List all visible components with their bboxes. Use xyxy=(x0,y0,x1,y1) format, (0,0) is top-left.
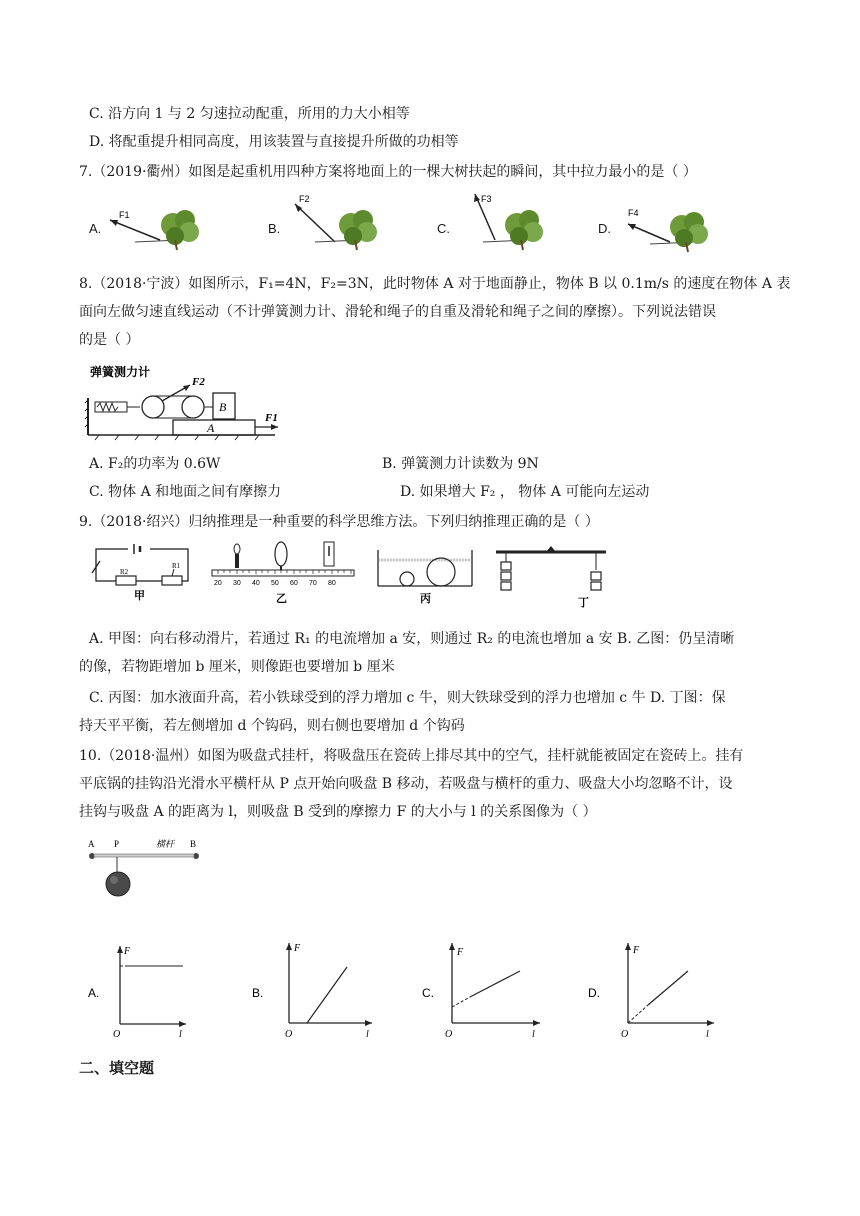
svg-text:O: O xyxy=(621,1029,629,1040)
tree-icon xyxy=(339,210,377,250)
q10-graph-c-label: C. xyxy=(422,986,434,1000)
q8-stem-line2: 面向左做匀速直线运动（不计弹簧测力计、滑轮和绳子的自重及滑轮和绳子之间的摩擦）。下列说法错误 xyxy=(79,304,716,320)
svg-text:l: l xyxy=(532,1029,535,1040)
q8-pulley-figure xyxy=(85,363,285,443)
q10-hanger-figure xyxy=(88,838,212,898)
q10-stem-line3: 挂钩与吸盘 A 的距离为 l，则吸盘 B 受到的摩擦力 F 的大小与 l 的关系图像为（ ） xyxy=(79,804,597,820)
q10-graph-d xyxy=(588,937,718,1039)
q9-figure-beaker xyxy=(375,548,480,608)
q8-stem-line3: 的是（ ） xyxy=(79,332,140,348)
svg-text:80: 80 xyxy=(328,580,336,587)
q7-option-c-label: C. xyxy=(437,221,450,236)
q9-fig-label-ding: 丁 xyxy=(578,596,589,609)
q9-option-a-b: A. 甲图：向右移动滑片，若通过 R₁ 的电流增加 a 安，则通过 R₂ 的电流也增加 a 安 B. 乙图：仍呈清晰 xyxy=(89,631,735,647)
frying-pan-icon xyxy=(106,872,130,896)
q10-label-a: A xyxy=(88,839,95,849)
q8-option-a: A. F₂的功率为 0.6W xyxy=(89,456,221,472)
q8-f1-label: F1 xyxy=(265,412,278,424)
q10-graph-c xyxy=(422,937,547,1039)
q10-graph-a xyxy=(88,944,188,1039)
q7-option-d-figure xyxy=(620,200,720,260)
q10-stem-line1: 10.（2018·温州）如图为吸盘式挂杆，将吸盘压在瓷砖上排尽其中的空气，挂杆就能被固定在瓷砖上。挂有 xyxy=(79,748,744,764)
q9-figure-optical-bench xyxy=(208,540,358,606)
q10-label-p: P xyxy=(114,839,120,849)
q7-force-label-d: F4 xyxy=(628,208,639,218)
q10-graph-b-label: B. xyxy=(252,986,264,1000)
svg-text:l: l xyxy=(366,1029,369,1040)
q9-figure-circuit xyxy=(90,543,195,603)
q9-fig-label-yi: 乙 xyxy=(276,592,287,605)
graph-d-line xyxy=(648,971,688,1005)
crossbar xyxy=(94,854,194,857)
svg-text:R1: R1 xyxy=(172,562,181,570)
q7-force-label-b: F2 xyxy=(299,194,310,204)
q8-spring-scale-label: 弹簧测力计 xyxy=(90,365,151,379)
graph-b-line xyxy=(307,967,347,1023)
tree-icon xyxy=(670,212,708,252)
svg-text:50: 50 xyxy=(271,580,279,587)
q9-option-c-d: C. 丙图：加水液面升高，若小铁球受到的浮力增加 c 牛，则大铁球受到的浮力也增加 c 牛 D. 丁图：保 xyxy=(89,690,726,706)
tree-icon xyxy=(161,210,199,250)
q6-option-d: D. 将配重提升相同高度，用该装置与直接提升所做的功相等 xyxy=(89,134,459,150)
svg-text:l: l xyxy=(179,1029,182,1040)
q10-stem-line2: 平底锅的挂钩沿光滑水平横杆从 P 点开始向吸盘 B 移动，若吸盘与横杆的重力、吸盘大小均忽略不计，设 xyxy=(79,776,733,792)
svg-text:O: O xyxy=(113,1029,121,1040)
q8-stem-line1: 8.（2018·宁波）如图所示，F₁=4N，F₂=3N，此时物体 A 对于地面静止，物体 B 以 0.1m/s 的速度在物体 A 表 xyxy=(79,276,791,292)
q10-graph-b xyxy=(252,937,377,1039)
svg-text:O: O xyxy=(285,1029,293,1040)
q9-fig-label-bing: 丙 xyxy=(420,592,431,605)
q8-option-b: B. 弹簧测力计读数为 9N xyxy=(382,456,539,472)
weights-left xyxy=(501,562,511,590)
q7-option-b-figure xyxy=(285,196,385,260)
q8-block-b-label: B xyxy=(219,400,227,414)
svg-text:F: F xyxy=(633,945,640,956)
q8-block-a-label: A xyxy=(207,421,215,435)
q7-option-c-figure xyxy=(455,190,555,260)
svg-text:70: 70 xyxy=(309,580,317,587)
svg-text:l: l xyxy=(706,1029,709,1040)
resistor-r1 xyxy=(162,576,182,585)
fulcrum-icon xyxy=(546,546,556,552)
q7-force-label-a: F1 xyxy=(119,210,130,220)
q10-label-b: B xyxy=(190,839,197,849)
q10-label-bar: 横杆 xyxy=(156,840,175,850)
q10-graph-d-label: D. xyxy=(588,986,600,1000)
q7-option-a-figure xyxy=(105,200,205,260)
section-heading-fill-in-blank: 二、填空题 xyxy=(79,1059,155,1077)
svg-text:F: F xyxy=(294,943,301,954)
q10-graph-a-label: A. xyxy=(88,986,100,1000)
pulley-right xyxy=(182,396,204,418)
q7-option-a-label: A. xyxy=(89,221,102,236)
svg-text:F: F xyxy=(124,946,131,957)
q8-option-d: D. 如果增大 F₂ ， 物体 A 可能向左运动 xyxy=(400,484,650,500)
weights-right xyxy=(591,572,601,590)
lens-icon xyxy=(275,542,287,566)
svg-text:F: F xyxy=(457,947,464,958)
svg-text:60: 60 xyxy=(290,580,298,587)
small-ball-icon xyxy=(400,572,414,586)
q8-f2-label: F2 xyxy=(192,376,205,388)
q6-option-c: C. 沿方向 1 与 2 匀速拉动配重，所用的力大小相等 xyxy=(89,106,410,122)
candle-icon xyxy=(234,544,240,568)
q7-option-d-label: D. xyxy=(598,221,611,236)
tree-icon xyxy=(505,210,543,250)
svg-text:O: O xyxy=(445,1029,453,1040)
q9-figure-balance xyxy=(492,546,610,610)
q7-option-b-label: B. xyxy=(268,221,281,236)
graph-c-line xyxy=(470,971,520,997)
q7-stem: 7.（2019·衢州）如图是起重机用四种方案将地面上的一棵大树扶起的瞬间，其中拉力最小的是（ ） xyxy=(79,164,697,180)
q9-option-c-d-cont: 持天平平衡，若左侧增加 d 个钩码，则右侧也要增加 d 个钩码 xyxy=(79,718,465,734)
svg-text:30: 30 xyxy=(233,580,241,587)
svg-text:40: 40 xyxy=(252,580,260,587)
q7-force-label-c: F3 xyxy=(481,194,492,204)
resistor-r2 xyxy=(116,576,136,585)
large-ball-icon xyxy=(427,558,455,586)
svg-text:R2: R2 xyxy=(120,568,129,576)
q9-option-a-b-cont: 的像，若物距增加 b 厘米，则像距也要增加 b 厘米 xyxy=(79,659,395,675)
q9-stem: 9.（2018·绍兴）归纳推理是一种重要的科学思维方法。下列归纳推理正确的是（ ） xyxy=(79,514,599,530)
pulley-left xyxy=(142,396,164,418)
q8-option-c: C. 物体 A 和地面之间有摩擦力 xyxy=(89,484,282,500)
q9-fig-label-jia: 甲 xyxy=(134,589,145,602)
svg-text:20: 20 xyxy=(214,580,222,587)
